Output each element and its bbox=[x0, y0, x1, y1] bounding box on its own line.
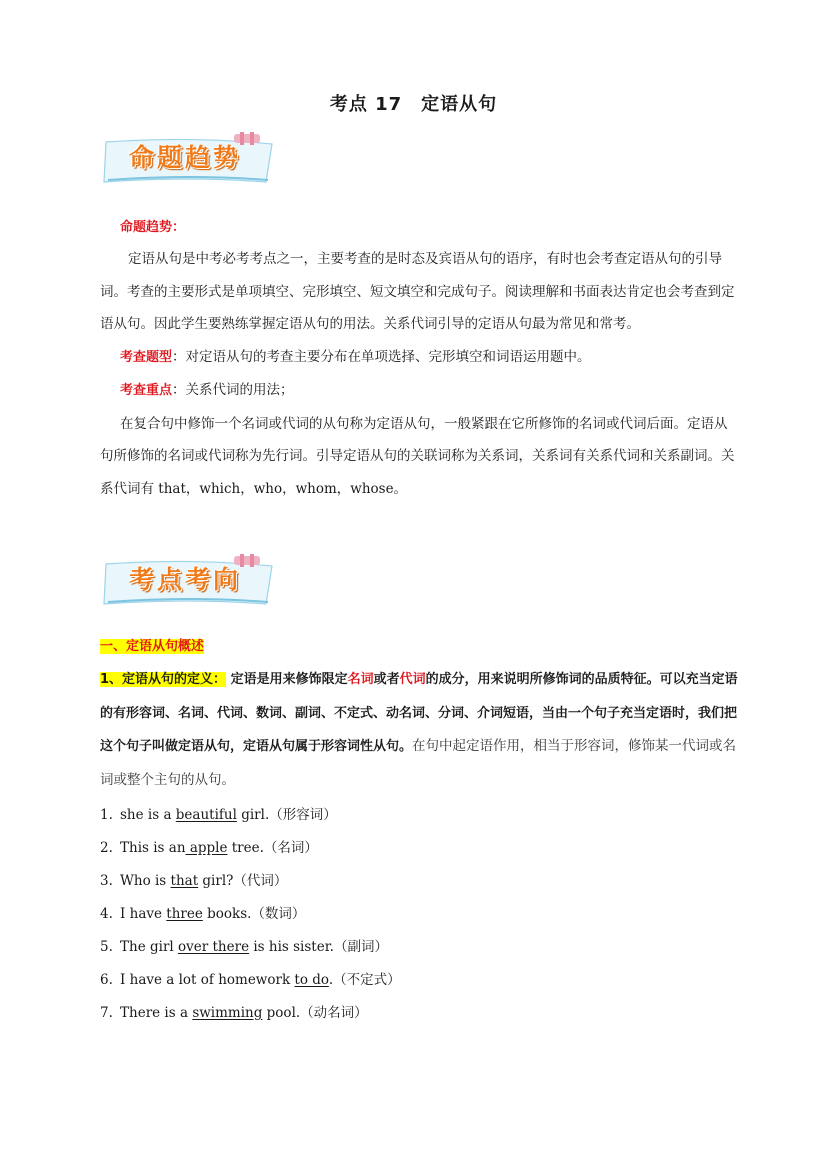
definition-text-c: 的成分，用来说明所修饰词的品质特征。可以充当定语的有形容词、名词、代词、数词、副词、不定式、动名词、分词、介词短语，当由一个句子充当定语时，我们把这个句子叫做定语从句，定语从句属于形容词性从句。 bbox=[100, 672, 738, 754]
definition-pronoun: 代词 bbox=[399, 672, 426, 687]
focus-line bbox=[100, 374, 740, 408]
list-item: 1. she is a beautiful girl.（形容词） bbox=[100, 807, 337, 823]
question-type-label: 考查题型 bbox=[120, 349, 173, 365]
question-type-line bbox=[100, 341, 740, 375]
question-type-text: ：对定语从句的考查主要分布在单项选择、完形填空和词语运用题中。 bbox=[172, 348, 591, 365]
exam-point-banner-label: 考点考向 bbox=[128, 565, 241, 594]
focus-label: 考查重点 bbox=[120, 383, 173, 398]
trend-paragraph-1: 定语从句是中考必考考点之一，主要考查的是时态及宾语从句的语序，有时也会考查定语从句的引导词。考查的主要形式是单项填空、完形填空、短文填空和完成句子。阅读理解和书面表达肯定也会考查到定语从句。因此学生要熟练掌握定语从句的用法。关系代词引导的定语从句最为常见和常考。 bbox=[100, 251, 735, 332]
definition-text-a: 定语是用来修饰限定 bbox=[226, 672, 348, 687]
overview-section bbox=[100, 630, 740, 796]
list-item: 3. Who is that girl?（代词） bbox=[100, 873, 288, 889]
list-item: 4. I have three books.（数词） bbox=[100, 906, 306, 922]
definition-text-d: 在句中起定语作用，相当于形容词，修饰某一代词或名词或整个主句的从句。 bbox=[100, 738, 737, 788]
page-title: 考点 17 定语从句 bbox=[329, 94, 498, 115]
exam-point-banner bbox=[100, 554, 282, 606]
list-item: 7. There is a swimming pool.（动名词） bbox=[100, 1005, 368, 1021]
trend-heading: 命题趋势： bbox=[120, 220, 186, 235]
trend-section bbox=[100, 212, 740, 505]
focus-text: ：关系代词的用法； bbox=[172, 382, 294, 398]
section-heading: 一、定语从句概述 bbox=[100, 639, 205, 654]
definition-paragraph bbox=[100, 663, 740, 796]
definition-label: 1、定语从句的定义： bbox=[100, 672, 227, 687]
list-item: 5. The girl over there is his sister.（副词） bbox=[100, 939, 388, 955]
definition-text-b: 或者 bbox=[373, 672, 400, 687]
trend-paragraph-2: 在复合句中修饰一个名词或代词的从句称为定语从句，一般紧跟在它所修饰的名词或代词后面。定语从句所修饰的名词或代词称为先行词。引导定语从句的关联词称为关系词，关系词有关系代词和关系副词。关系代词有 that，which，who，whom，whose。 bbox=[100, 415, 735, 497]
definition-noun: 名词 bbox=[347, 672, 374, 687]
trend-banner bbox=[100, 132, 282, 184]
trend-banner-label: 命题趋势 bbox=[128, 143, 241, 172]
list-item: 2. This is an apple tree.（名词） bbox=[100, 840, 318, 856]
list-item: 6. I have a lot of homework to do.（不定式） bbox=[100, 972, 401, 988]
